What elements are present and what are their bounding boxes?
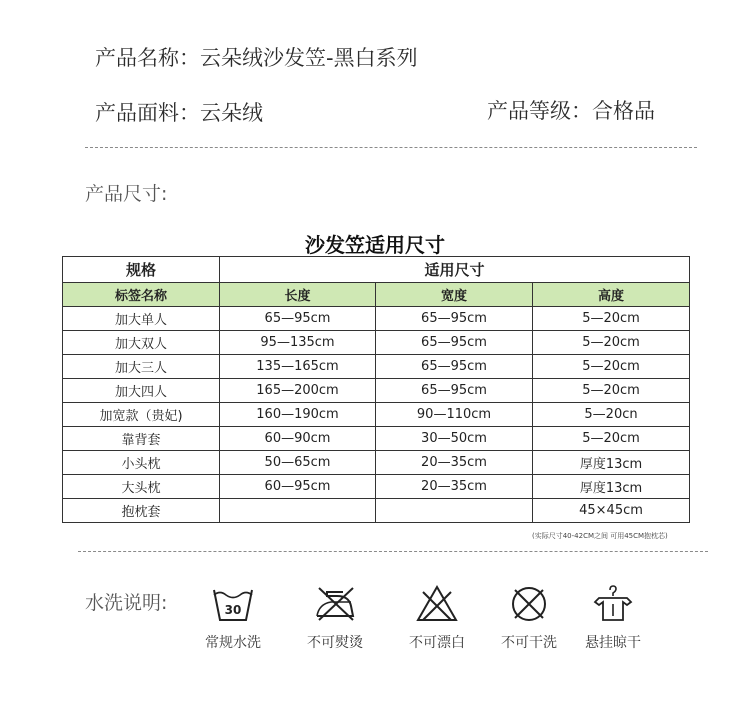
row-label-cell: 加大四人 bbox=[63, 379, 220, 403]
divider-bottom bbox=[78, 551, 708, 552]
no-bleach-icon bbox=[415, 584, 459, 624]
table-cell bbox=[220, 499, 376, 523]
table-cell: 5—20cm bbox=[533, 355, 690, 379]
row-label-cell: 靠背套 bbox=[63, 427, 220, 451]
table-cell: 95—135cm bbox=[220, 331, 376, 355]
table-cell: 135—165cm bbox=[220, 355, 376, 379]
table-row bbox=[63, 307, 690, 331]
table-cell: 5—20cm bbox=[533, 379, 690, 403]
table-row bbox=[63, 331, 690, 355]
column-header: 长度 bbox=[220, 283, 376, 307]
product-fabric: 产品面料：云朵绒 bbox=[95, 101, 263, 125]
no-dry-clean-icon bbox=[507, 584, 551, 624]
row-label-cell: 抱枕套 bbox=[63, 499, 220, 523]
table-cell: 5—20cm bbox=[533, 307, 690, 331]
size-header: 适用尺寸 bbox=[220, 257, 690, 283]
table-title: 沙发笠适用尺寸 bbox=[305, 233, 445, 257]
table-cell: 60—95cm bbox=[220, 475, 376, 499]
product-grade: 产品等级：合格品 bbox=[487, 99, 655, 123]
table-row bbox=[63, 379, 690, 403]
table-cell bbox=[376, 499, 533, 523]
table-cell: 165—200cm bbox=[220, 379, 376, 403]
wash-label: 不可熨烫 bbox=[307, 635, 363, 651]
size-table bbox=[62, 256, 690, 523]
table-cell: 65—95cm bbox=[376, 331, 533, 355]
wash-item bbox=[290, 584, 380, 652]
row-label-cell: 加大双人 bbox=[63, 331, 220, 355]
table-cell: 20—35cm bbox=[376, 475, 533, 499]
table-cell: 5—20cn bbox=[533, 403, 690, 427]
table-cell: 厚度13cm bbox=[533, 475, 690, 499]
row-label-cell: 大头枕 bbox=[63, 475, 220, 499]
row-label-cell: 加大三人 bbox=[63, 355, 220, 379]
table-cell: 65—95cm bbox=[376, 379, 533, 403]
spec-header: 规格 bbox=[63, 257, 220, 283]
wash-label: 不可干洗 bbox=[501, 635, 557, 651]
wash-item bbox=[188, 584, 278, 652]
table-cell: 厚度13cm bbox=[533, 451, 690, 475]
table-group-header bbox=[63, 257, 690, 283]
divider-top bbox=[85, 147, 697, 148]
column-header: 标签名称 bbox=[63, 283, 220, 307]
table-cell: 60—90cm bbox=[220, 427, 376, 451]
wash-30-icon bbox=[211, 584, 255, 624]
no-iron-icon bbox=[313, 584, 357, 624]
table-cell: 30—50cm bbox=[376, 427, 533, 451]
table-cell: 65—95cm bbox=[220, 307, 376, 331]
table-cell: 65—95cm bbox=[376, 355, 533, 379]
table-cell: 5—20cm bbox=[533, 427, 690, 451]
table-row bbox=[63, 451, 690, 475]
wash-label: 常规水洗 bbox=[205, 635, 261, 651]
table-row bbox=[63, 403, 690, 427]
row-label-cell: 小头枕 bbox=[63, 451, 220, 475]
table-row bbox=[63, 499, 690, 523]
table-cell: 160—190cm bbox=[220, 403, 376, 427]
wash-item bbox=[568, 584, 658, 652]
wash-section-label: 水洗说明: bbox=[85, 592, 168, 614]
table-cell: 65—95cm bbox=[376, 307, 533, 331]
table-row bbox=[63, 427, 690, 451]
pillow-size-note: (实际尺寸40-42CM之间 可用45CM抱枕芯) bbox=[532, 532, 668, 540]
column-header: 高度 bbox=[533, 283, 690, 307]
hang-dry-icon bbox=[591, 584, 635, 624]
table-cell: 5—20cm bbox=[533, 331, 690, 355]
table-row bbox=[63, 475, 690, 499]
table-cell: 50—65cm bbox=[220, 451, 376, 475]
column-header: 宽度 bbox=[376, 283, 533, 307]
row-label-cell: 加大单人 bbox=[63, 307, 220, 331]
table-cell: 20—35cm bbox=[376, 451, 533, 475]
table-column-header bbox=[63, 283, 690, 307]
size-section-label: 产品尺寸: bbox=[85, 183, 168, 205]
table-cell: 90—110cm bbox=[376, 403, 533, 427]
wash-label: 不可漂白 bbox=[409, 635, 465, 651]
product-name: 产品名称：云朵绒沙发笠-黑白系列 bbox=[95, 46, 418, 70]
wash-temp: 30 bbox=[224, 603, 242, 617]
row-label-cell: 加宽款（贵妃) bbox=[63, 403, 220, 427]
wash-item bbox=[484, 584, 574, 652]
table-row bbox=[63, 355, 690, 379]
wash-label: 悬挂晾干 bbox=[585, 635, 641, 651]
wash-item bbox=[392, 584, 482, 652]
table-cell: 45×45cm bbox=[533, 499, 690, 523]
